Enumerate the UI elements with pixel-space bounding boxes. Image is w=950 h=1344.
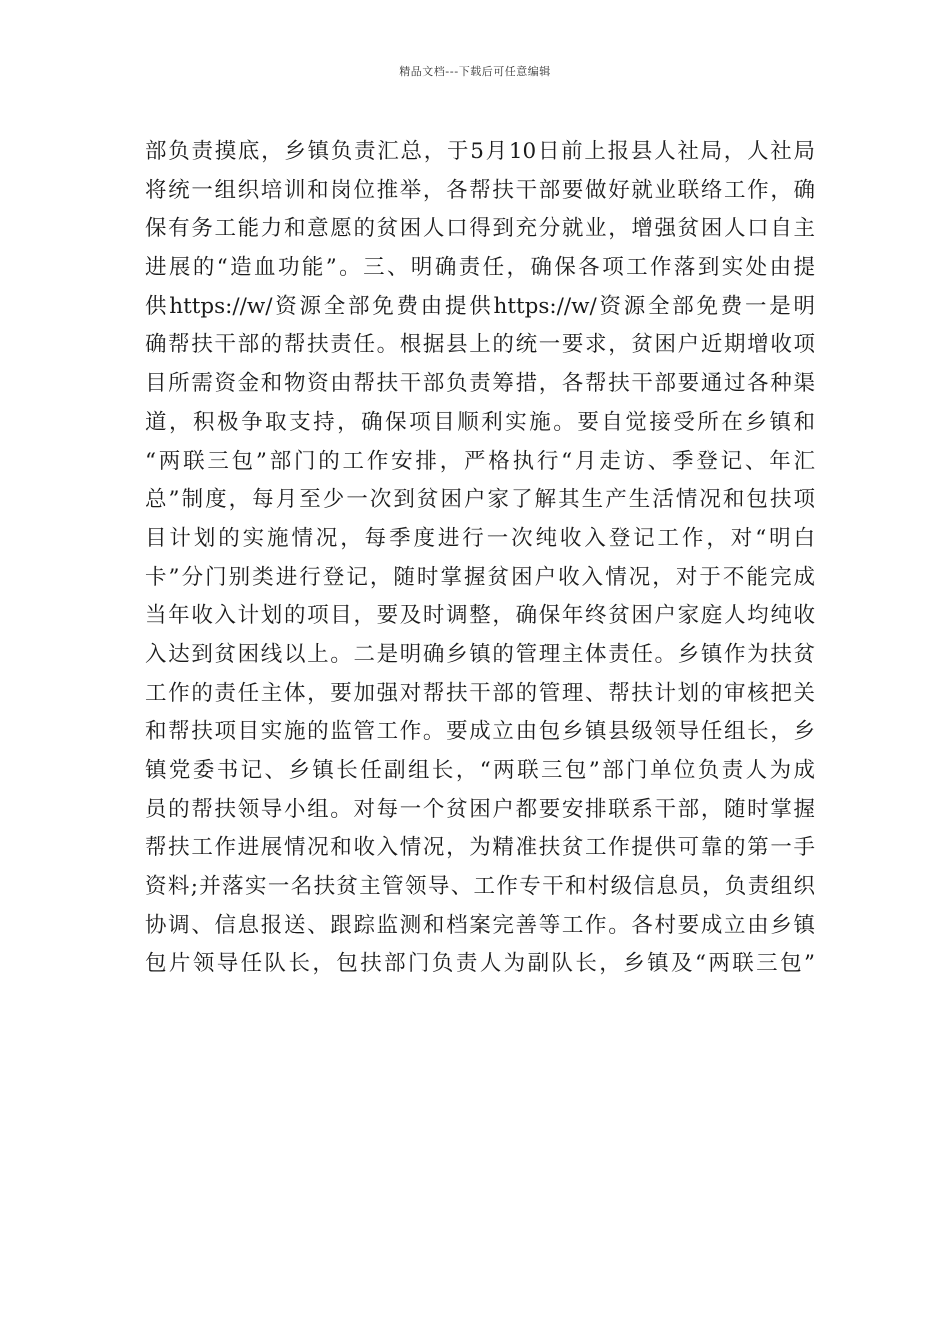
text-line: 镇党委书记、乡镇长任副组长，“两联三包”部门单位负责人为成 — [145, 758, 815, 783]
text-line: 协调、信息报送、跟踪监测和档案完善等工作。各村要成立由乡镇 — [145, 912, 815, 938]
text-line: 包片领导任队长，包扶部门负责人为副队长，乡镇及“两联三包” — [145, 951, 815, 977]
text-line: 目计划的实施情况，每季度进行一次纯收入登记工作，对“明白 — [145, 525, 815, 551]
text-line: 和帮扶项目实施的监管工作。要成立由包乡镇县级领导任组长，乡 — [145, 719, 815, 745]
text-line: 进展的“造血功能”。三、明确责任，确保各项工作落到实处由提 — [145, 255, 815, 281]
page-header: 精品文档---下载后可任意编辑 — [399, 65, 551, 78]
text-line: 总”制度，每月至少一次到贫困户家了解其生产生活情况和包扶项 — [145, 487, 815, 513]
text-line: 员的帮扶领导小组。对每一个贫困户都要安排联系干部，随时掌握 — [145, 796, 815, 822]
text-line: 当年收入计划的项目，要及时调整，确保年终贫困户家庭人均纯收 — [145, 603, 815, 629]
text-line: 保有务工能力和意愿的贫困人口得到充分就业，增强贫困人口自主 — [145, 216, 815, 242]
text-line: 确帮扶干部的帮扶责任。根据县上的统一要求，贫困户近期增收项 — [145, 332, 815, 358]
text-line: 资料;并落实一名扶贫主管领导、工作专干和村级信息员，负责组织 — [145, 874, 815, 900]
text-line: 目所需资金和物资由帮扶干部负责筹措，各帮扶干部要通过各种渠 — [145, 371, 815, 397]
text-line: 供https://w/资源全部免费由提供https://w/资源全部免费一是明 — [145, 293, 815, 319]
text-line: 帮扶工作进展情况和收入情况，为精准扶贫工作提供可靠的第一手 — [145, 835, 815, 861]
text-line: “两联三包”部门的工作安排，严格执行“月走访、季登记、年汇 — [145, 448, 815, 474]
text-line: 工作的责任主体，要加强对帮扶干部的管理、帮扶计划的审核把关 — [145, 680, 815, 706]
body-text — [145, 133, 815, 984]
text-line: 将统一组织培训和岗位推举，各帮扶干部要做好就业联络工作，确 — [145, 177, 815, 203]
text-line: 部负责摸底，乡镇负责汇总，于5月10日前上报县人社局，人社局 — [145, 139, 815, 164]
text-line: 入达到贫困线以上。二是明确乡镇的管理主体责任。乡镇作为扶贫 — [145, 641, 815, 667]
text-line: 卡”分门别类进行登记，随时掌握贫困户收入情况，对于不能完成 — [145, 564, 815, 590]
text-line: 道，积极争取支持，确保项目顺利实施。要自觉接受所在乡镇和 — [145, 409, 815, 435]
